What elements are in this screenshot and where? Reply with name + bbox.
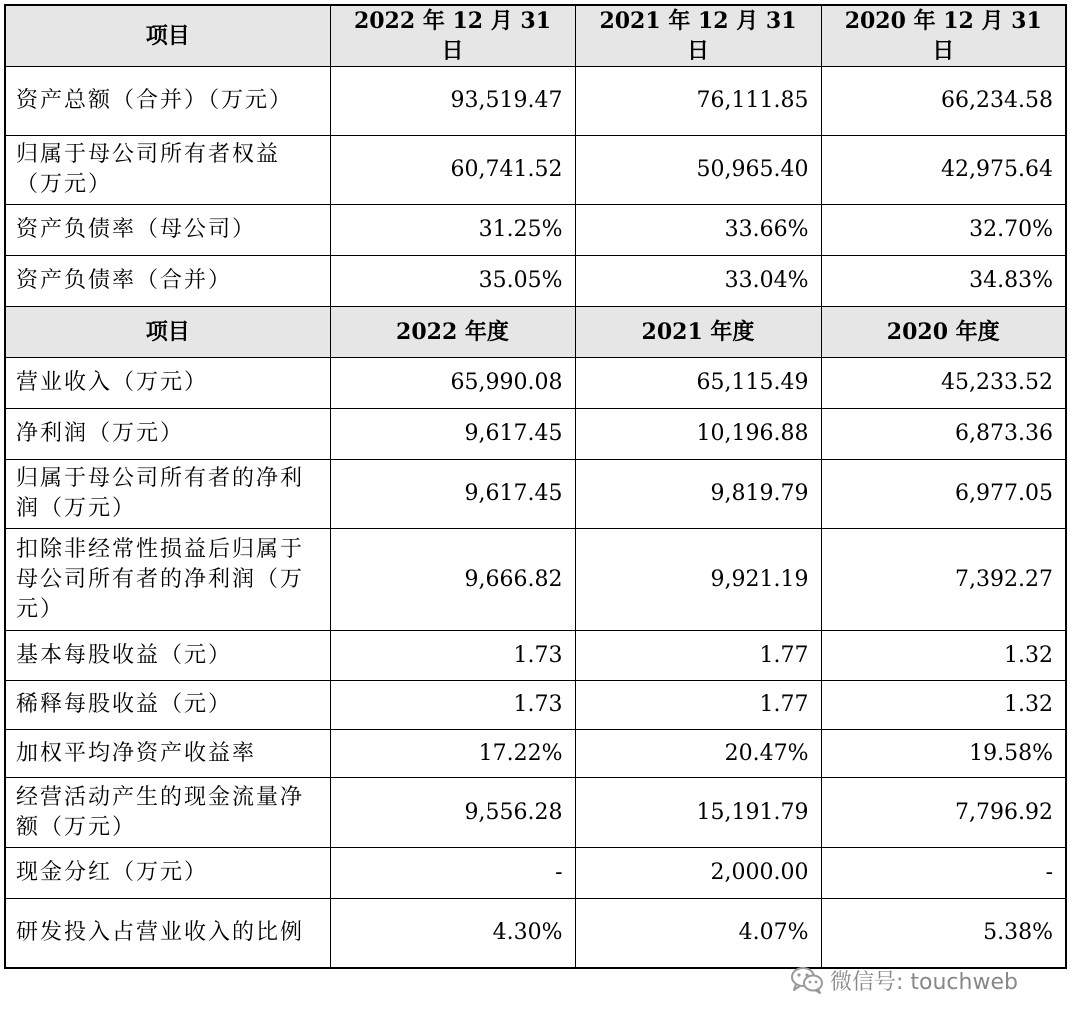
table-row xyxy=(5,358,1066,409)
table-row xyxy=(5,529,1066,631)
value-2020: 1.32 xyxy=(821,631,1066,681)
value-2021: 50,965.40 xyxy=(575,136,821,205)
value-2020: 34.83% xyxy=(821,256,1066,307)
value-2020: 5.38% xyxy=(821,899,1066,968)
table-row xyxy=(5,67,1066,136)
value-2021: 76,111.85 xyxy=(575,67,821,136)
value-2021: 10,196.88 xyxy=(575,409,821,460)
row-label: 归属于母公司所有者的净利润（万元） xyxy=(5,460,330,529)
value-2021: 20.47% xyxy=(575,730,821,778)
watermark-text: 微信号: touchweb xyxy=(830,969,1018,995)
header-cell-2020: 2020 年 12 月 31 日 xyxy=(821,5,1066,67)
table-row xyxy=(5,256,1066,307)
row-label: 资产负债率（母公司） xyxy=(5,205,330,256)
row-label: 现金分红（万元） xyxy=(5,848,330,899)
row-label: 研发投入占营业收入的比例 xyxy=(5,899,330,968)
row-label: 基本每股收益（元） xyxy=(5,631,330,681)
row-label: 资产总额（合并）（万元） xyxy=(5,67,330,136)
header-cell-2021: 2021 年 12 月 31 日 xyxy=(575,5,821,67)
table-row xyxy=(5,631,1066,681)
wechat-watermark xyxy=(790,960,1018,1000)
value-2020: 19.58% xyxy=(821,730,1066,778)
value-2020: 7,796.92 xyxy=(821,778,1066,848)
row-label: 经营活动产生的现金流量净额（万元） xyxy=(5,778,330,848)
value-2020: 32.70% xyxy=(821,205,1066,256)
row-label: 扣除非经常性损益后归属于母公司所有者的净利润（万元） xyxy=(5,529,330,631)
row-label: 净利润（万元） xyxy=(5,409,330,460)
value-2020: 7,392.27 xyxy=(821,529,1066,631)
value-2020: 1.32 xyxy=(821,681,1066,730)
value-2020: - xyxy=(821,848,1066,899)
value-2021: 33.04% xyxy=(575,256,821,307)
table-row xyxy=(5,136,1066,205)
table-row xyxy=(5,681,1066,730)
table-row xyxy=(5,409,1066,460)
value-2022: 4.30% xyxy=(330,899,575,968)
table-row xyxy=(5,899,1066,968)
value-2021: 33.66% xyxy=(575,205,821,256)
value-2022: 1.73 xyxy=(330,631,575,681)
row-label: 营业收入（万元） xyxy=(5,358,330,409)
value-2021: 1.77 xyxy=(575,631,821,681)
value-2022: 9,617.45 xyxy=(330,409,575,460)
value-2022: 9,617.45 xyxy=(330,460,575,529)
row-label: 加权平均净资产收益率 xyxy=(5,730,330,778)
row-label: 资产负债率（合并） xyxy=(5,256,330,307)
value-2021: 65,115.49 xyxy=(575,358,821,409)
value-2022: 60,741.52 xyxy=(330,136,575,205)
value-2022: 9,666.82 xyxy=(330,529,575,631)
wechat-icon xyxy=(790,966,824,994)
header-cell-2021: 2021 年度 xyxy=(575,307,821,358)
value-2022: - xyxy=(330,848,575,899)
table-row xyxy=(5,848,1066,899)
value-2021: 1.77 xyxy=(575,681,821,730)
value-2020: 6,873.36 xyxy=(821,409,1066,460)
value-2022: 35.05% xyxy=(330,256,575,307)
value-2020: 45,233.52 xyxy=(821,358,1066,409)
table-row xyxy=(5,778,1066,848)
value-2020: 42,975.64 xyxy=(821,136,1066,205)
value-2022: 31.25% xyxy=(330,205,575,256)
header-cell-item: 项目 xyxy=(5,5,330,67)
table-row xyxy=(5,205,1066,256)
header-cell-2022: 2022 年 12 月 31 日 xyxy=(330,5,575,67)
value-2022: 9,556.28 xyxy=(330,778,575,848)
value-2021: 9,921.19 xyxy=(575,529,821,631)
value-2020: 66,234.58 xyxy=(821,67,1066,136)
value-2021: 4.07% xyxy=(575,899,821,968)
header-cell-2020: 2020 年度 xyxy=(821,307,1066,358)
table-row xyxy=(5,730,1066,778)
value-2022: 65,990.08 xyxy=(330,358,575,409)
row-label: 稀释每股收益（元） xyxy=(5,681,330,730)
value-2022: 17.22% xyxy=(330,730,575,778)
table-header-row xyxy=(5,5,1066,67)
value-2022: 1.73 xyxy=(330,681,575,730)
table-row xyxy=(5,460,1066,529)
value-2020: 6,977.05 xyxy=(821,460,1066,529)
header-cell-2022: 2022 年度 xyxy=(330,307,575,358)
financial-summary-table xyxy=(4,4,1067,969)
row-label: 归属于母公司所有者权益（万元） xyxy=(5,136,330,205)
header-cell-item: 项目 xyxy=(5,307,330,358)
value-2021: 2,000.00 xyxy=(575,848,821,899)
value-2021: 9,819.79 xyxy=(575,460,821,529)
value-2021: 15,191.79 xyxy=(575,778,821,848)
value-2022: 93,519.47 xyxy=(330,67,575,136)
table-header-row xyxy=(5,307,1066,358)
